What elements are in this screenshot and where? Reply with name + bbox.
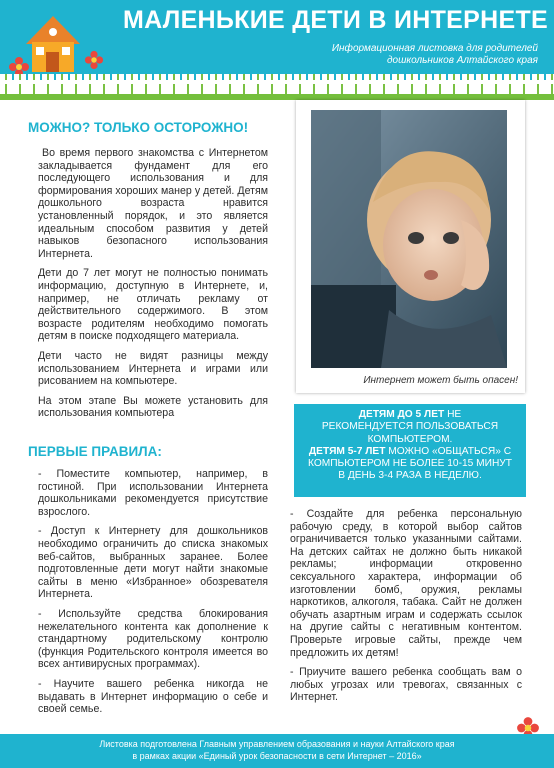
paragraph: - Используйте средства блокирования нежелательного контента как дополнение к стандартному родительскому контролю (функция Родительского контроля имеется во всех антивирусных программах). [38, 607, 268, 671]
section-heading-rules: ПЕРВЫЕ ПРАВИЛА: [28, 444, 162, 459]
header-banner [0, 0, 554, 84]
child-at-computer-photo [311, 110, 507, 368]
paragraph: Дети часто не видят разницы между использованием Интернета и играми или рисованием на компьютере. [38, 349, 268, 388]
paragraph: Дети до 7 лет могут не полностью понимать информацию, доступную в Интернете, и, например, не отличать рекламу от действительного содержимого. В этом возрасте родителям необходимо помогать детям в поиске подходящего материала. [38, 267, 268, 343]
paragraph: - Научите вашего ребенка никогда не выдавать в Интернет информацию о себе и своей семье. [38, 677, 268, 716]
page-subtitle: Информационная листовка для родителей дошкольников Алтайского края [331, 43, 538, 66]
section-rules-text [38, 468, 268, 723]
section-heading-careful: МОЖНО? ТОЛЬКО ОСТОРОЖНО! [28, 120, 249, 135]
page-title: МАЛЕНЬКИЕ ДЕТИ В ИНТЕРНЕТЕ [122, 6, 548, 34]
notice-age-5-7: ДЕТЯМ 5-7 ЛЕТ [308, 445, 386, 457]
paragraph: - Поместите компьютер, например, в гостиной. При использовании Интернета дошкольниками рекомендуется присутствие взрослого. [38, 468, 268, 518]
fence-rail [0, 80, 554, 84]
footer-line: в рамках акции «Единый урок безопасности в сети Интернет – 2016» [132, 751, 422, 761]
paragraph: - Создайте для ребенка персональную рабочую среду, в которой выбор сайтов ограничивается только указанными сайтами. На детских сайтах не должно быть никакой рекламы; информации откровенно сексуального характера, информации об изготовлении бомб, оружия, рекламы наркотиков, алкоголя, табака. Сайт не должен обучать азартным играм и содержать ссылок на другие сайты с негативным контентом. Проверьте игровые сайты, прежде чем предложить их детям! [290, 508, 522, 659]
notice-age-under5: ДЕТЯМ ДО 5 ЛЕТ [358, 409, 445, 420]
photo-caption: Интернет может быть опасен! [363, 375, 518, 386]
photo-frame [296, 100, 525, 393]
age-notice-box: ДЕТЯМ ДО 5 ЛЕТ НЕ РЕКОМЕНДУЕТСЯ ПОЛЬЗОВАТЬСЯ КОМПЬЮТЕРОМ. ДЕТЯМ 5-7 ЛЕТ МОЖНО «ОБЩАТЬСЯ» С КОМПЬЮТЕРОМ НЕ БОЛЕЕ 10-15 МИНУТ В ДЕНЬ 3-4 РАЗА В НЕДЕЛЮ. [294, 404, 526, 497]
flower-icon [84, 50, 104, 70]
footer [0, 734, 554, 768]
right-column-text [290, 508, 522, 711]
paragraph: - Приучите вашего ребенка сообщать вам о любых угрозах или тревогах, связанных с Интернет. [290, 666, 522, 704]
paragraph: Во время первого знакомства с Интернетом закладывается фундамент для его последующего использования и для формирования хороших манер у детей. Детям дошкольного возраста нравится установленный порядок, и это является идеальным способом развития у детей навыков безопасного использования Интернета. [38, 147, 268, 260]
footer-line: Листовка подготовлена Главным управлением образования и науки Алтайского края [99, 739, 455, 749]
paragraph: - Доступ к Интернету для дошкольников необходимо ограничить до списка знакомых веб-сайтов, выбранных заранее. Более подготовленные дети могут найти знакомые сайты в меню «Избранное» обозревателя Интернета. [38, 525, 268, 601]
paragraph: На этом этапе Вы можете установить для использования компьютера [38, 394, 268, 420]
house-icon [22, 14, 84, 76]
section-careful-text [38, 147, 268, 427]
